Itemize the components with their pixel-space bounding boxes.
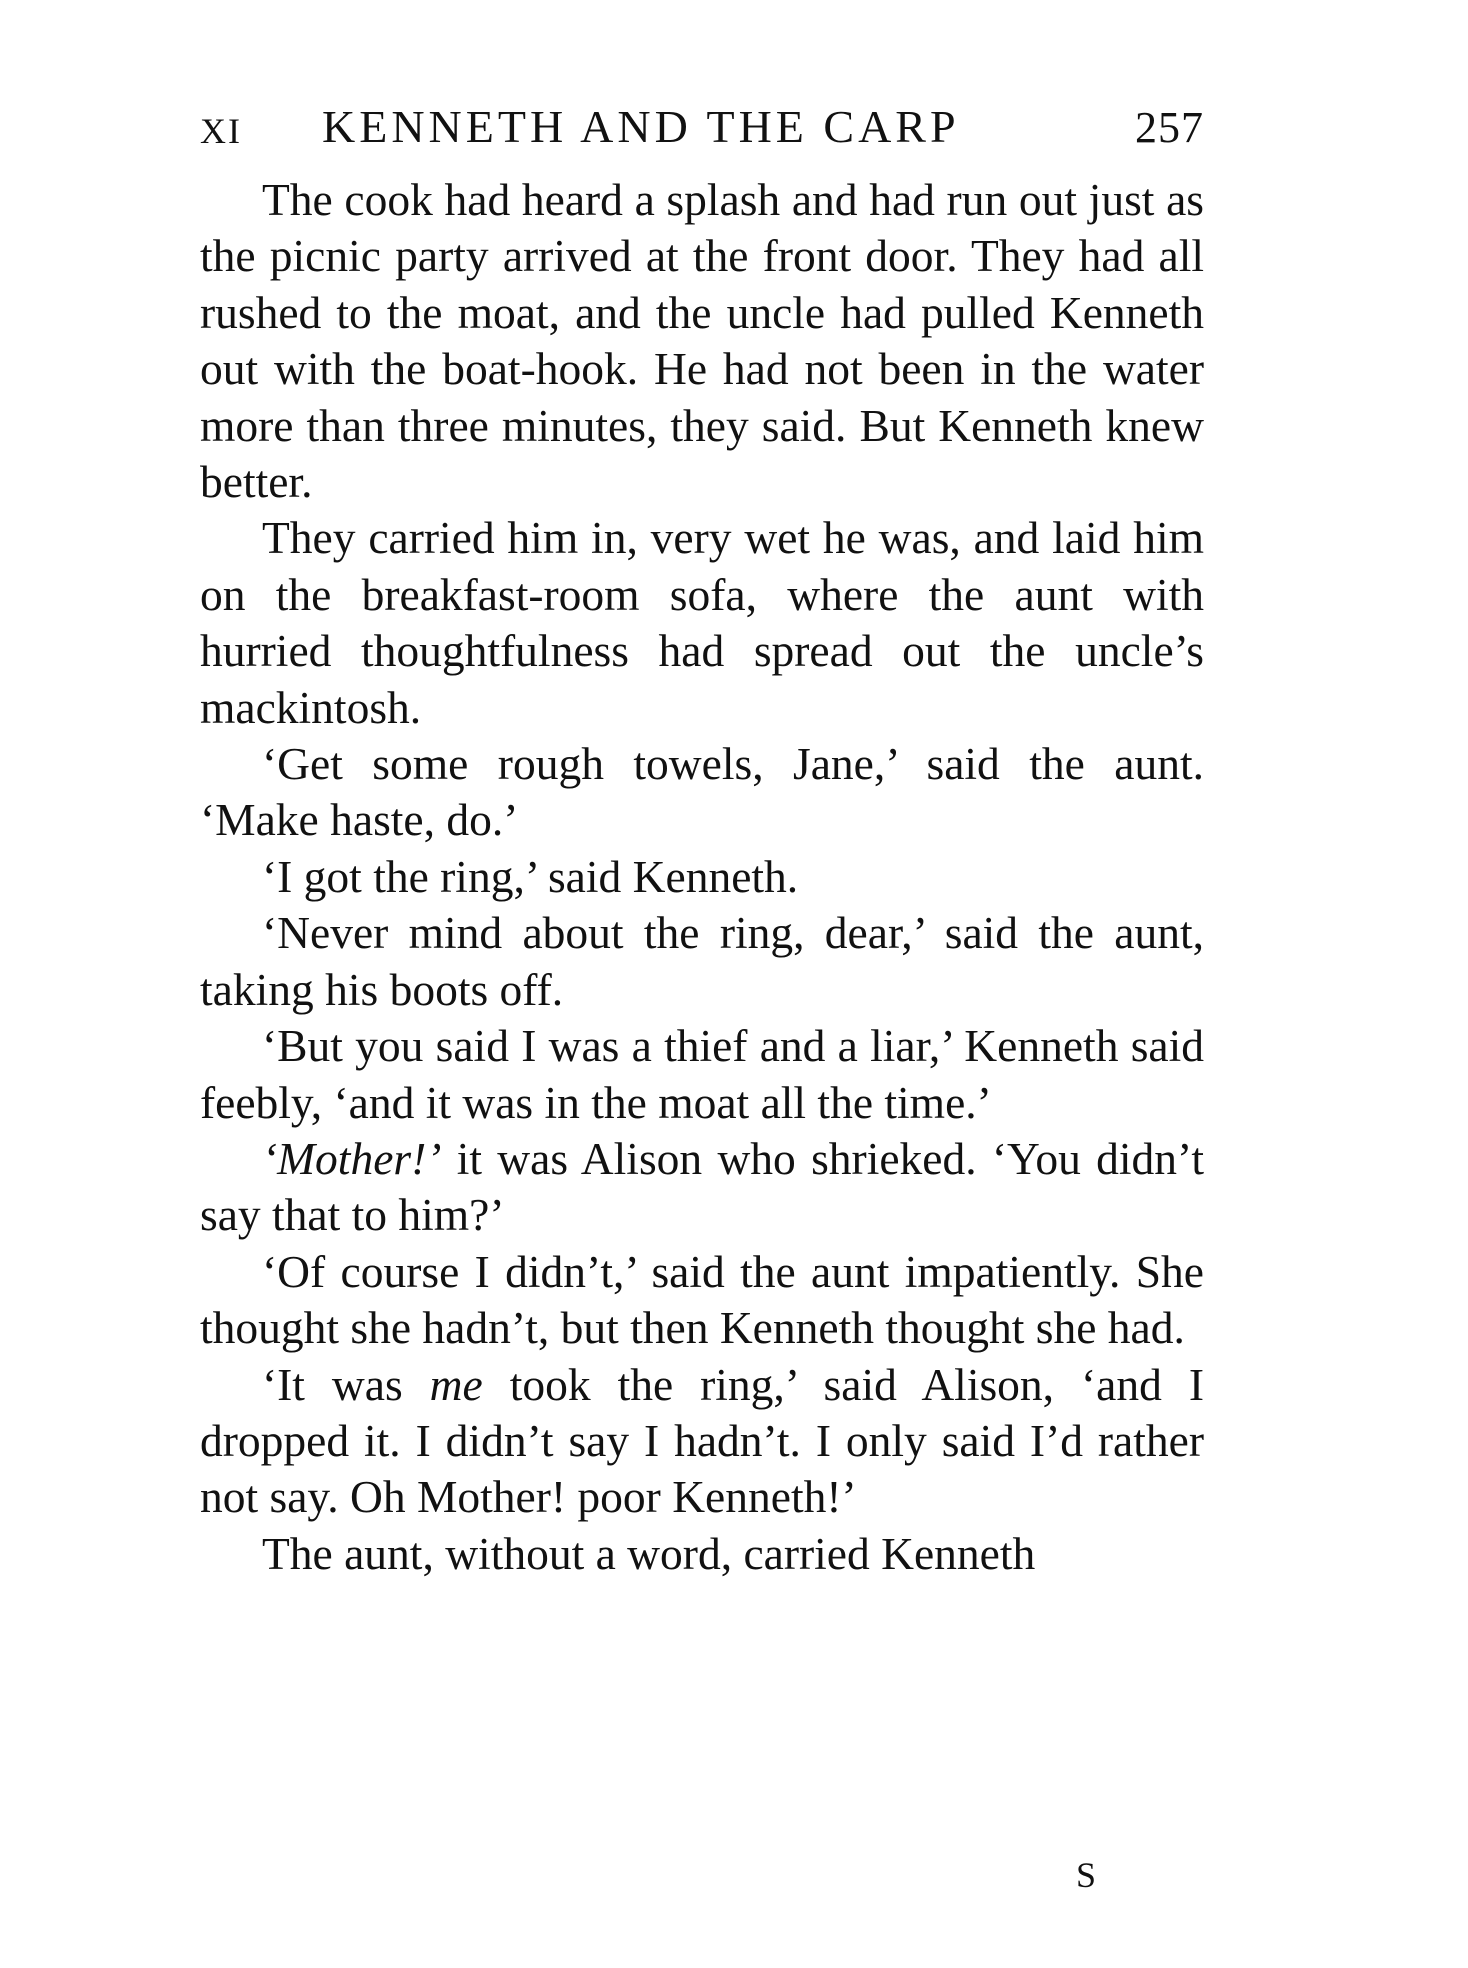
paragraph: ‘Get some rough towels, Jane,’ said the aunt. ‘Make haste, do.’ bbox=[200, 738, 1204, 846]
italic-exclamation: ‘Mother!’ bbox=[262, 1132, 442, 1184]
paragraph: ‘Of course I didn’t,’ said the aunt impatiently. She thought she hadn’t, but then Kenneth thought she had. bbox=[200, 1245, 1204, 1354]
running-head bbox=[200, 88, 1204, 172]
page-number: 257 bbox=[1135, 103, 1204, 152]
paragraph: The cook had heard a splash and had run out just as the picnic party arrived at the front door. They had all rushed to the moat, and the uncle had pulled Kenneth out with the boat-hook. He had not been in the water more than three minutes, they said. But Kenneth knew better. bbox=[200, 174, 1204, 508]
signature-mark: S bbox=[1075, 1855, 1096, 1895]
paragraph: ‘I got the ring,’ said Kenneth. bbox=[262, 850, 799, 902]
paragraph: ‘Mother!’ it was Alison who shrieked. ‘You didn’t say that to him?’ bbox=[200, 1132, 1204, 1241]
book-page bbox=[200, 88, 1204, 1918]
paragraph: They carried him in, very wet he was, and laid him on the breakfast-room sofa, where the aunt with hurried thoughtfulness had spread out the uncle’s mackintosh. bbox=[200, 512, 1204, 733]
paragraph: ‘Never mind about the ring, dear,’ said the aunt, taking his boots off. bbox=[200, 907, 1204, 1015]
paragraph: ‘But you said I was a thief and a liar,’ Kenneth said feebly, ‘and it was in the moat all the time.’ bbox=[200, 1020, 1204, 1128]
chapter-number: XI bbox=[200, 111, 242, 151]
body-text bbox=[200, 172, 1204, 1582]
paragraph: The aunt, without a word, carried Kenneth bbox=[262, 1527, 1036, 1579]
italic-emphasis: me bbox=[429, 1358, 483, 1410]
chapter-title: KENNETH AND THE CARP bbox=[322, 101, 960, 152]
paragraph: ‘It was me took the ring,’ said Alison, ‘and I dropped it. I didn’t say I hadn’t. I only said I’d rather not say. Oh Mother! poor Kenneth!’ bbox=[200, 1358, 1204, 1523]
